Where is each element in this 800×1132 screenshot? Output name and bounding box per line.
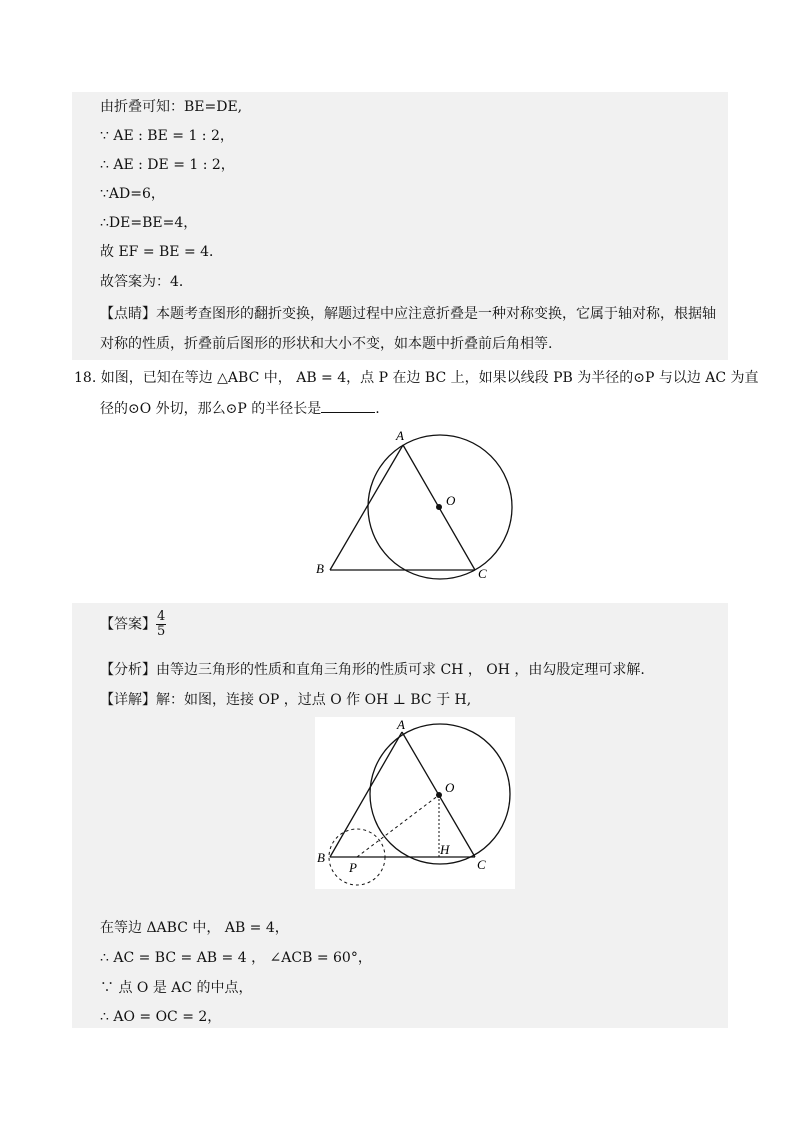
- detail-step-2: ∴ AC = BC = AB = 4 ， ∠ACB = 60°，: [100, 950, 372, 966]
- label-c: C: [478, 566, 487, 581]
- answer-label: 【答案】: [100, 616, 156, 633]
- label-p: P: [349, 860, 357, 875]
- answer-denominator: 5: [157, 624, 166, 639]
- segment-op: [357, 795, 439, 857]
- figure-2: [315, 717, 515, 889]
- answer-blank: [321, 398, 375, 413]
- detail-step-4: ∴ AO = OC = 2，: [100, 1009, 222, 1025]
- label-a: A: [396, 428, 404, 443]
- analysis-text: 由等边三角形的性质和直角三角形的性质可求 CH ， OH ，由勾股定理可求解.: [156, 662, 645, 678]
- answer-numerator: 4: [157, 609, 166, 624]
- solution-17-line-3: ∴ AE : DE = 1 : 2，: [100, 157, 235, 173]
- label-c: C: [477, 857, 486, 872]
- solution-17-line-7: 故答案为：4．: [100, 274, 193, 290]
- detail-label: 【详解】: [100, 692, 156, 708]
- detail-text: 解：如图，连接 OP ，过点 O 作 OH ⊥ BC 于 H,: [156, 692, 472, 708]
- detail-step-3: ∵ 点 O 是 AC 的中点，: [100, 980, 253, 996]
- solution-17-line-2: ∵ AE : BE = 1 : 2，: [100, 128, 234, 144]
- label-b: B: [316, 561, 324, 576]
- comment-text-1: 本题考查图形的翻折变换，解题过程中应注意折叠是一种对称变换，它属于轴对称，根据轴: [156, 306, 716, 322]
- label-h: H: [440, 842, 450, 857]
- solution-17-line-6: 故 EF = BE = 4．: [100, 244, 224, 260]
- label-b: B: [317, 850, 325, 865]
- solution-17-comment-cont: 对称的性质，折叠前后图形的形状和大小不变，如本题中折叠前后角相等.: [100, 336, 553, 352]
- label-a: A: [397, 717, 405, 732]
- analysis-label: 【分析】: [100, 662, 156, 678]
- center-o-dot: [436, 792, 442, 798]
- solution-17-comment: [100, 304, 716, 324]
- answer-line: [100, 610, 166, 639]
- solution-17-line-1: 由折叠可知：BE=DE,: [100, 99, 243, 115]
- detail-line: [100, 690, 471, 710]
- figure-1: [300, 425, 530, 590]
- question-text-2: 径的⊙O 外切，那么⊙P 的半径长是: [100, 401, 322, 417]
- question-text-1: 如图，已知在等边 △ABC 中， AB = 4，点 P 在边 BC 上，如果以线段 PB 为半径的⊙P 与以边 AC 为直: [100, 370, 759, 386]
- center-o-dot: [436, 504, 442, 510]
- label-o: O: [445, 780, 455, 795]
- side-ab: [330, 732, 402, 857]
- detail-step-1: 在等边 ΔABC 中， AB = 4，: [100, 920, 289, 936]
- answer-fraction: [156, 610, 166, 639]
- question-18-line-2: [100, 398, 380, 419]
- question-18-line-1: [74, 368, 759, 388]
- solution-17-line-5: ∴DE=BE=4，: [100, 215, 198, 231]
- side-ab: [330, 445, 403, 570]
- label-o: O: [446, 493, 456, 508]
- question-number: 18.: [74, 370, 97, 386]
- analysis-line: [100, 660, 645, 680]
- question-text-2-end: .: [375, 401, 380, 417]
- solution-17-line-4: ∵AD=6，: [100, 186, 165, 202]
- comment-label: 【点睛】: [100, 306, 156, 322]
